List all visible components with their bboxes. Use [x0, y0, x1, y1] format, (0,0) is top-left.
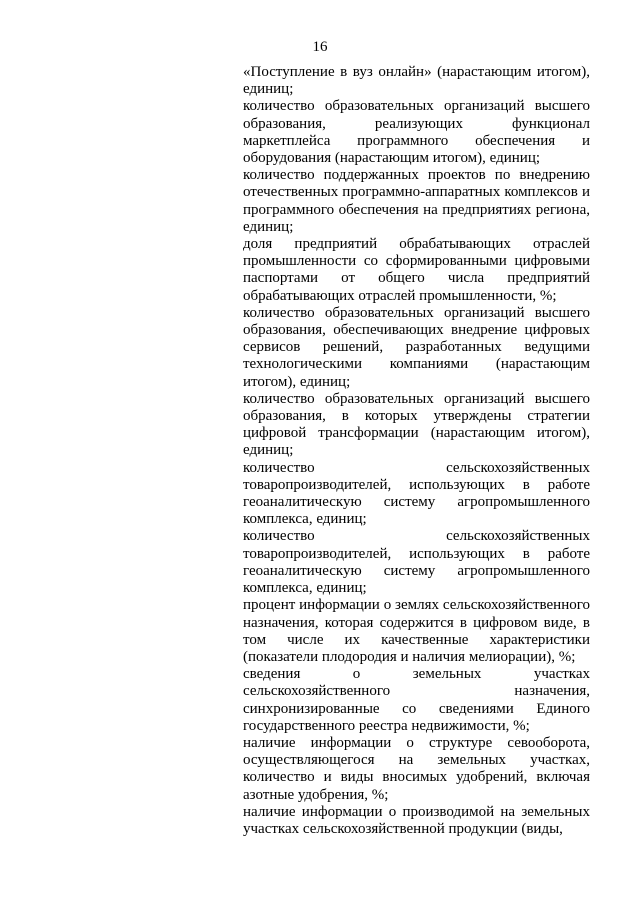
page-number: 16: [312, 39, 328, 55]
paragraph: наличие информации о производимой на земельных участках сельскохозяйственной продукции (виды,: [243, 803, 590, 837]
paragraph: процент информации о землях сельскохозяйственного назначения, которая содержится в цифровом виде, в том числе их качественные характеристики (показатели плодородия и наличия мелиорации), %;: [243, 597, 590, 665]
paragraph: наличие информации о структуре севооборота, осуществляющегося на земельных участках, количество и виды вносимых удобрений, включая азотные удобрения, %;: [243, 734, 590, 803]
paragraph: количество сельскохозяйственных товаропроизводителей, использующих в работе геоаналитическую систему агропромышленного комплекса, единиц;: [243, 528, 590, 597]
paragraph: доля предприятий обрабатывающих отраслей промышленности со сформированными цифровыми паспортами от общего числа предприятий обрабатывающих отраслей промышленности, %;: [243, 236, 590, 304]
paragraph: «Поступление в вуз онлайн» (нарастающим итогом), единиц;: [243, 64, 590, 98]
paragraph: сведения о земельных участках сельскохозяйственного назначения, синхронизированные со сведениями Единого государственного реестра недвижимости, %;: [243, 666, 590, 734]
document-body: [243, 64, 590, 838]
paragraph: количество образовательных организаций высшего образования, в которых утверждены стратегии цифровой трансформации (нарастающим итогом), единиц;: [243, 390, 590, 459]
paragraph: количество сельскохозяйственных товаропроизводителей, использующих в работе геоаналитическую систему агропромышленного комплекса, единиц;: [243, 459, 590, 528]
paragraph: количество образовательных организаций высшего образования, реализующих функционал маркетплейса программного обеспечения и оборудования (нарастающим итогом), единиц;: [243, 98, 590, 167]
paragraph: количество образовательных организаций высшего образования, обеспечивающих внедрение цифровых сервисов решений, разработанных ведущими технологическими компаниями (нарастающим итогом), единиц;: [243, 304, 590, 390]
paragraph: количество поддержанных проектов по внедрению отечественных программно-аппаратных комплексов и программного обеспечения на предприятиях региона, единиц;: [243, 167, 590, 235]
